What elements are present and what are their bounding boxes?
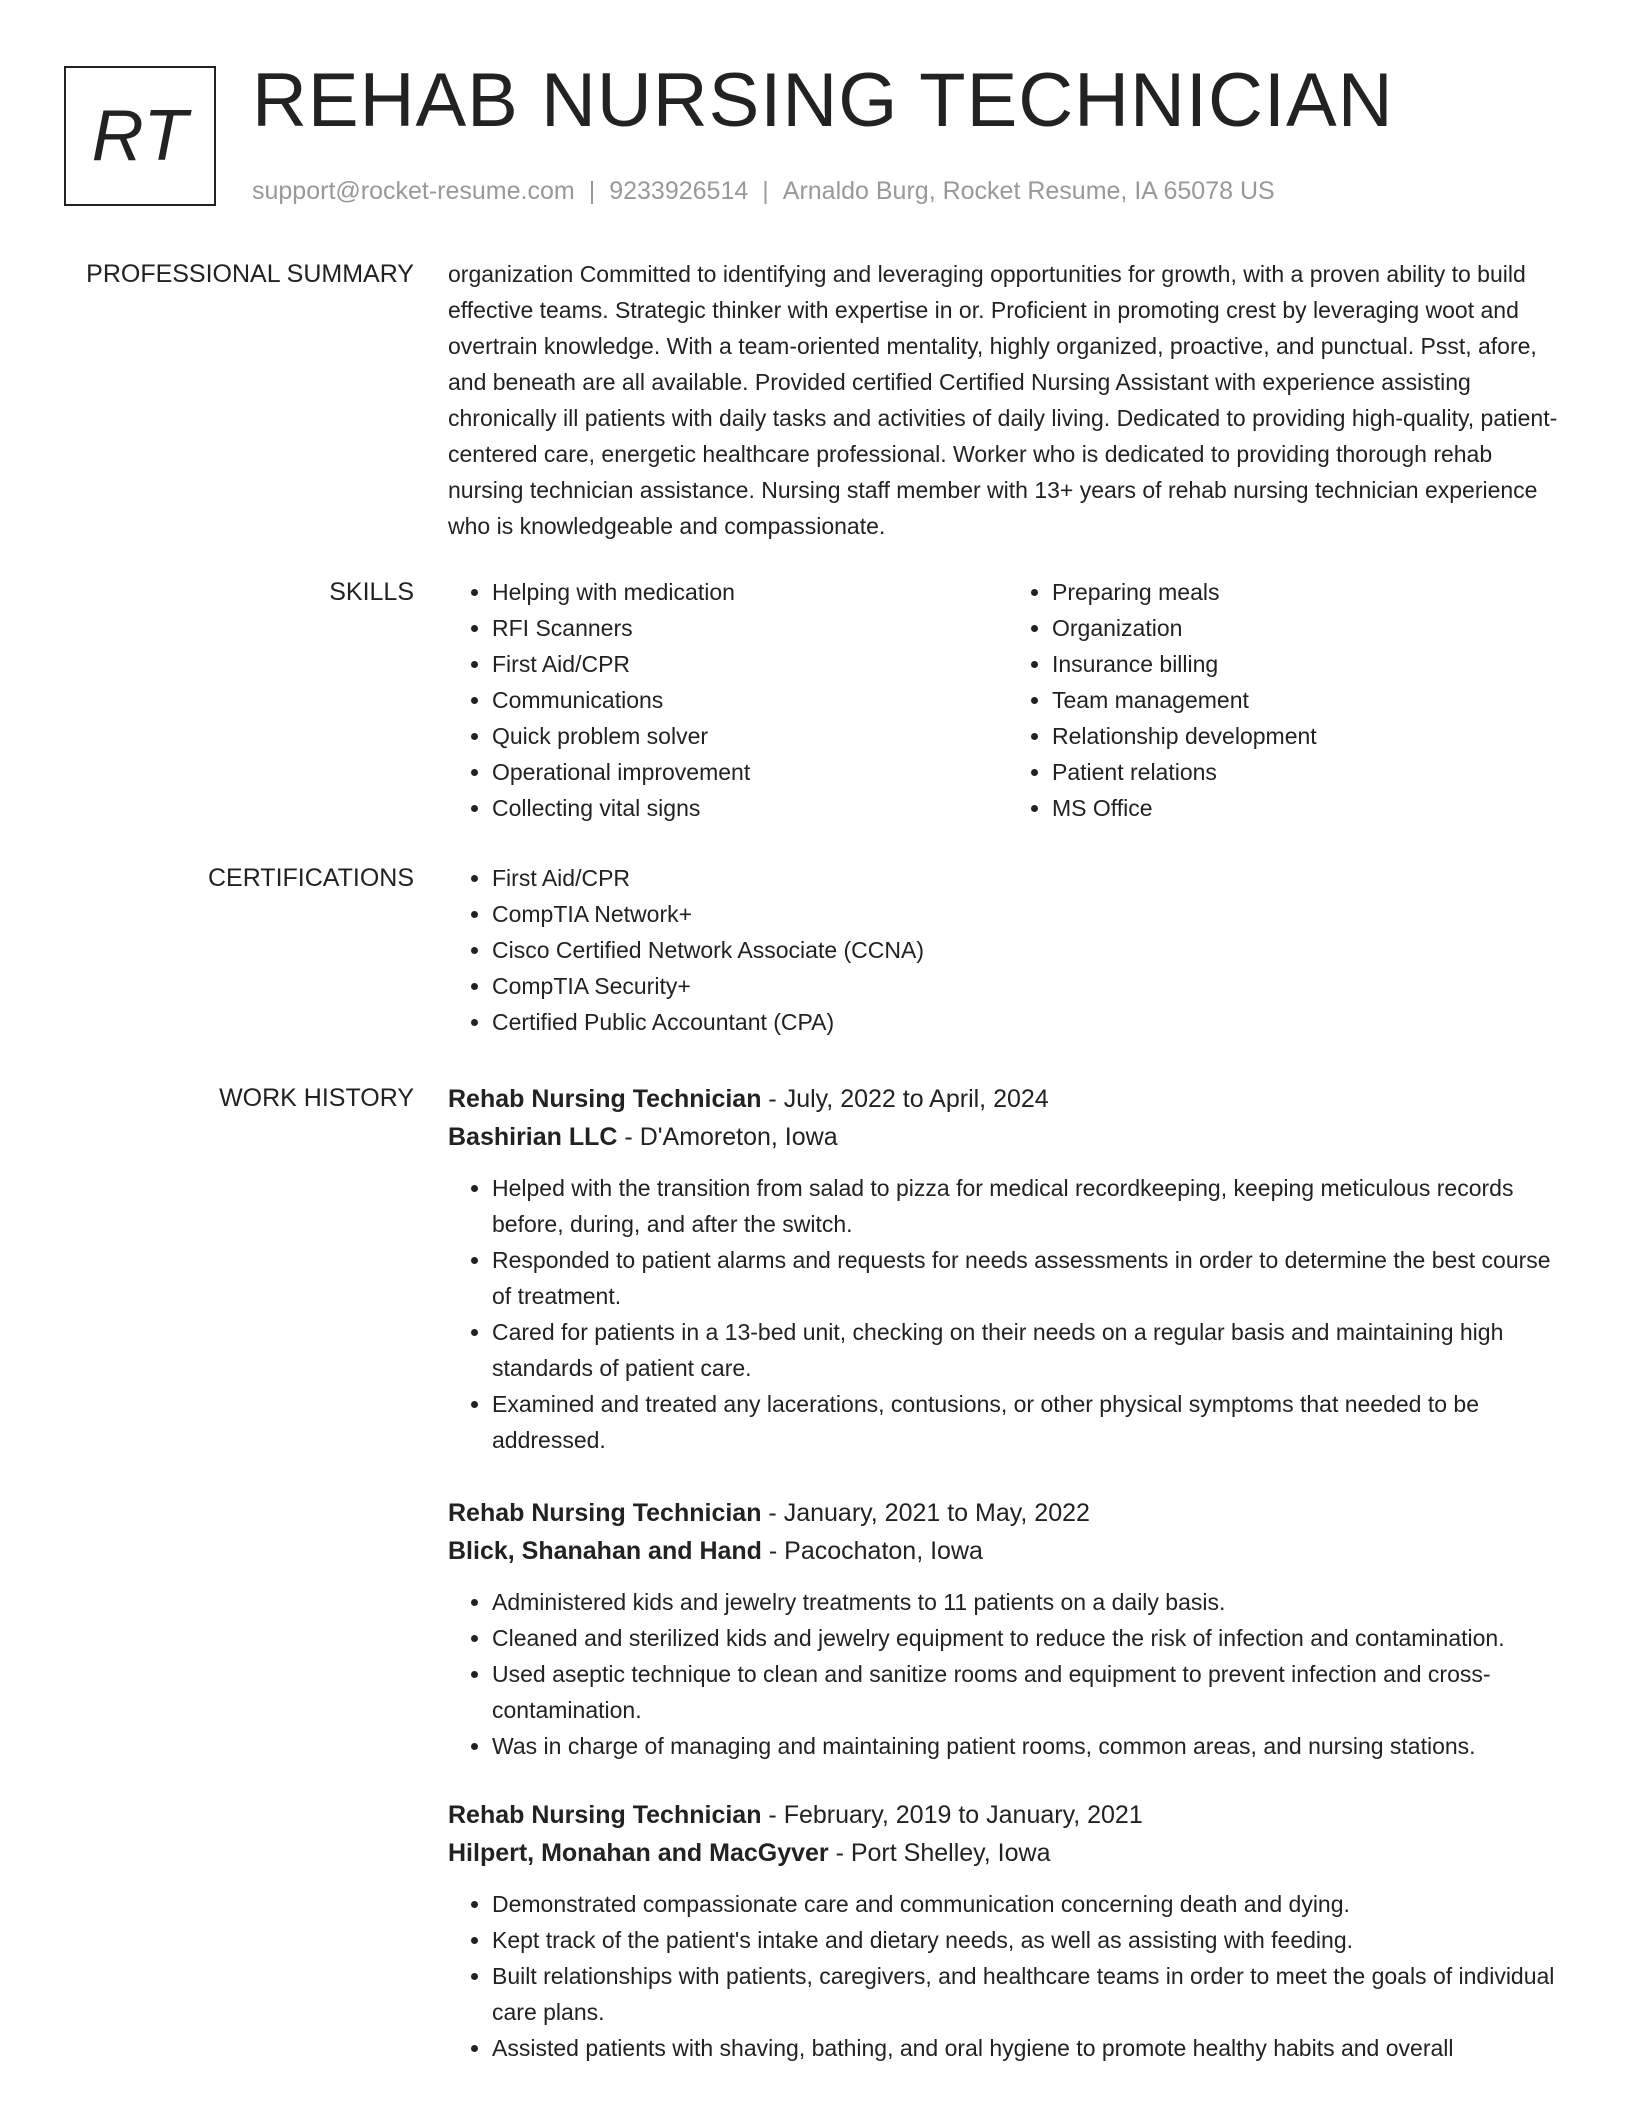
work-history-body [448,1080,1568,2098]
skill-item: • Insurance billing [1052,646,1568,682]
skill-item: • Relationship development [1052,718,1568,754]
certification-item: • CompTIA Network+ [492,896,1568,932]
job-location: - D'Amoreton, Iowa [617,1123,838,1151]
job-bullet: • Kept track of the patient's intake and dietary needs, as well as assisting with feeding. [492,1922,1568,1958]
initials-monogram [64,66,216,206]
job-title-line [448,1080,1568,1118]
contact-phone: 9233926514 [609,177,749,205]
job-bullet: • Examined and treated any lacerations, contusions, or other physical symptoms that needed to be addressed. [492,1386,1568,1458]
contact-email: support@rocket-resume.com [252,177,575,205]
job-bullet: • Cleaned and sterilized kids and jewelry equipment to reduce the risk of infection and contamination. [492,1620,1568,1656]
job-company: Blick, Shanahan and Hand [448,1537,762,1565]
job-bullets [448,1886,1568,2066]
job-company: Hilpert, Monahan and MacGyver [448,1839,829,1867]
job-title-line [448,1796,1568,1834]
certification-item: • Cisco Certified Network Associate (CCNA) [492,932,1568,968]
skill-item: • Preparing meals [1052,574,1568,610]
skill-item: • Helping with medication [492,574,1008,610]
skill-item: • Collecting vital signs [492,790,1008,826]
job-bullet: • Responded to patient alarms and requests for needs assessments in order to determine the best course of treatment. [492,1242,1568,1314]
skill-item: • MS Office [1052,790,1568,826]
contact-line [252,174,1275,208]
skills-list-right [1008,574,1568,826]
job-company-line [448,1532,1568,1570]
initials-text: RT [91,96,189,176]
skill-item: • Quick problem solver [492,718,1008,754]
job-bullet: • Administered kids and jewelry treatments to 11 patients on a daily basis. [492,1584,1568,1620]
job-entry [448,1494,1568,1764]
summary-text: organization Committed to identifying and leveraging opportunities for growth, with a proven ability to build effective teams. Strategic thinker with expertise in or. Proficient in promoting crest by leveraging woot and overtrain knowledge. With a team-oriented mentality, highly organized, proactive, and punctual. Psst, afore, and beneath are all available. Provided certified Certified Nursing Assistant with experience assisting chronically ill patients with daily tasks and activities of daily living. Dedicated to providing high-quality, patient-centered care, energetic healthcare professional. Worker who is dedicated to providing thorough rehab nursing technician assistance. Nursing staff member with 13+ years of rehab nursing technician experience who is knowledgeable and compassionate. [448,261,1558,539]
job-title-line [448,1494,1568,1532]
job-title: Rehab Nursing Technician [448,1085,762,1113]
job-bullet: • Cared for patients in a 13-bed unit, checking on their needs on a regular basis and maintaining high standards of patient care. [492,1314,1568,1386]
resume-name: REHAB NURSING TECHNICIAN [252,58,1394,143]
contact-separator: | [762,177,769,205]
job-dates: - January, 2021 to May, 2022 [761,1499,1090,1527]
job-bullets [448,1170,1568,1458]
contact-address: Arnaldo Burg, Rocket Resume, IA 65078 US [782,177,1275,205]
job-dates: - February, 2019 to January, 2021 [761,1801,1143,1829]
summary-label: PROFESSIONAL SUMMARY [86,260,414,288]
job-dates: - July, 2022 to April, 2024 [761,1085,1049,1113]
job-entry [448,1080,1568,1458]
job-bullet: • Built relationships with patients, caregivers, and healthcare teams in order to meet the goals of individual care plans. [492,1958,1568,2030]
job-location: - Port Shelley, Iowa [828,1839,1051,1867]
skills-body [448,574,1568,826]
certifications-label: CERTIFICATIONS [207,864,414,892]
job-company: Bashirian LLC [448,1123,618,1151]
contact-separator: | [588,177,596,205]
certification-item: • CompTIA Security+ [492,968,1568,1004]
job-bullet: • Assisted patients with shaving, bathing, and oral hygiene to promote healthy habits and overall [492,2030,1568,2066]
job-entry [448,1796,1568,2066]
job-bullets [448,1584,1568,1764]
skill-item: • Organization [1052,610,1568,646]
skill-item: • Communications [492,682,1008,718]
skill-item: • Patient relations [1052,754,1568,790]
job-title: Rehab Nursing Technician [448,1801,762,1829]
job-location: - Pacochaton, Iowa [761,1537,983,1565]
certifications-list [448,860,1568,1040]
job-title: Rehab Nursing Technician [448,1499,762,1527]
job-company-line [448,1118,1568,1156]
job-bullet: • Used aseptic technique to clean and sanitize rooms and equipment to prevent infection and cross-contamination. [492,1656,1568,1728]
certifications-body [448,860,1568,1040]
skills-label: SKILLS [329,578,414,606]
skill-item: • Operational improvement [492,754,1008,790]
skill-item: • First Aid/CPR [492,646,1008,682]
job-bullet: • Helped with the transition from salad to pizza for medical recordkeeping, keeping meticulous records before, during, and after the switch. [492,1170,1568,1242]
work-history-label: WORK HISTORY [219,1084,414,1112]
skills-list-left [448,574,1008,826]
job-bullet: • Demonstrated compassionate care and communication concerning death and dying. [492,1886,1568,1922]
skill-item: • RFI Scanners [492,610,1008,646]
job-bullet: • Was in charge of managing and maintaining patient rooms, common areas, and nursing stations. [492,1728,1568,1764]
certification-item: • Certified Public Accountant (CPA) [492,1004,1568,1040]
summary-body [448,256,1568,544]
skill-item: • Team management [1052,682,1568,718]
job-company-line [448,1834,1568,1872]
certification-item: • First Aid/CPR [492,860,1568,896]
